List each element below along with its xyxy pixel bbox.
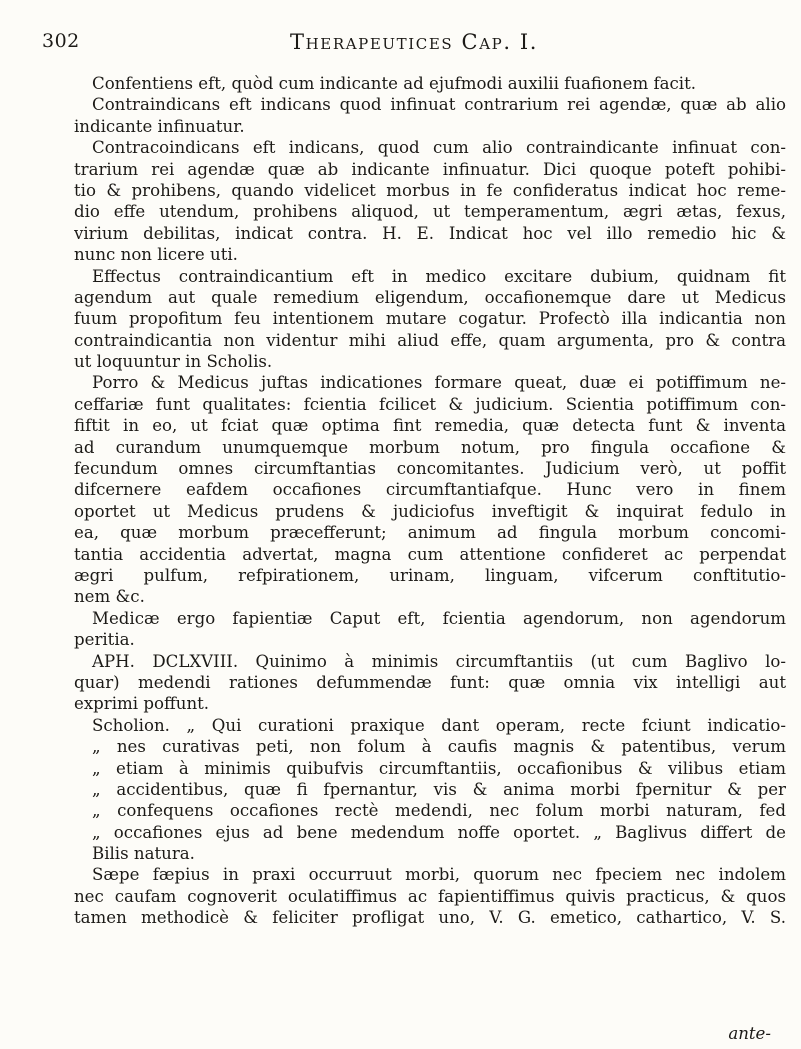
body-text [74, 73, 786, 929]
text-line: Effectus contraindicantium eft in medico excitare dubium, quidnam fit [92, 266, 786, 286]
text-line: difcernere eafdem occafiones circumftantiafque. Hunc vero in finem [74, 480, 786, 500]
text-line: ceffariæ funt qualitates: fcientia fcilicet & judicium. Scientia potiffimum con- [74, 394, 786, 414]
text-line: agendum aut quale remedium eligendum, occafionemque dare ut Medicus [74, 287, 786, 307]
text-line: quar) medendi rationes defummendæ funt: quæ omnia vix intelligi aut [74, 672, 786, 692]
text-line: ut loquuntur in Scholis. [74, 352, 273, 372]
text-line: nem &c. [74, 587, 145, 607]
text-line: oportet ut Medicus prudens & judiciofus inveftigit & inquirat fedulo in [74, 501, 786, 521]
page-number: 302 [42, 30, 80, 52]
text-line: virium debilitas, indicat contra. H. E. Indicat hoc vel illo remedio hic & [74, 223, 786, 243]
text-line: APH. DCLXVIII. Quinimo à minimis circumftantiis (ut cum Baglivo lo- [92, 651, 786, 671]
text-line: Contraindicans eft indicans quod infinuat contrarium rei agendæ, quæ ab alio [92, 95, 786, 115]
text-line: ad curandum unumquemque morbum notum, pro fingula occafione & [74, 437, 786, 457]
text-line: dio effe utendum, prohibens aliquod, ut temperamentum, ægri ætas, fexus, [74, 202, 786, 222]
text-line: fiftit in eo, ut fciat quæ optima fint remedia, quæ detecta funt & inventa [74, 416, 786, 436]
text-line: fuum propofitum feu intentionem mutare cogatur. Profectò illa indicantia non [74, 309, 786, 329]
running-title: Therapeutices Cap. I. [290, 30, 539, 54]
text-line: indicante infinuatur. [74, 116, 245, 136]
page-header [42, 30, 782, 60]
text-line: Sæpe fæpius in praxi occurruut morbi, quorum nec fpeciem nec indolem [92, 865, 786, 885]
text-line: fecundum omnes circumftantias concomitantes. Judicium verò, ut poffit [74, 459, 786, 479]
text-line: Contracoindicans eft indicans, quod cum alio contraindicante infinuat con- [92, 138, 786, 158]
text-line: Confentiens eft, quòd cum indicante ad ejufmodi auxilii fuafionem facit. [92, 74, 697, 93]
text-line: ægri pulfum, refpirationem, urinam, linguam, vifcerum conftitutio- [74, 565, 786, 585]
text-line: „ accidentibus, quæ fi fpernantur, vis & anima morbi fpernitur & per [92, 779, 786, 799]
text-line: Bilis natura. [92, 844, 195, 864]
text-line: trarium rei agendæ quæ ab indicante infinuatur. Dici quoque poteft pohibi- [74, 159, 786, 179]
text-line: „ nes curativas peti, non folum à caufis magnis & patentibus, verum [92, 737, 786, 757]
text-line: „ occafiones ejus ad bene medendum noffe oportet. „ Baglivus differt de [92, 822, 786, 842]
text-line: tantia accidentia advertat, magna cum attentione confideret ac perpendat [74, 544, 786, 564]
text-line: Porro & Medicus juftas indicationes formare queat, duæ ei potiffimum ne- [92, 373, 786, 393]
text-line: nec caufam cognoverit oculatiffimus ac fapientiffimus quivis practicus, & quos [74, 886, 786, 906]
text-line: tio & prohibens, quando videlicet morbus in fe confideratus indicat hoc reme- [74, 180, 786, 200]
text-line: „ etiam à minimis quibufvis circumftantiis, occafionibus & vilibus etiam [92, 758, 786, 778]
text-line: Medicæ ergo fapientiæ Caput eft, fcientia agendorum, non agendorum [92, 608, 786, 628]
text-line: contraindicantia non videntur mihi aliud effe, quam argumenta, pro & contra [74, 330, 786, 350]
text-line: ea, quæ morbum præcefferunt; animum ad fingula morbum concomi- [74, 523, 786, 543]
catchword: ante- [728, 1024, 771, 1043]
text-line: Scholion. „ Qui curationi praxique dant operam, recte fciunt indicatio- [92, 715, 786, 735]
text-line: tamen methodicè & feliciter profligat uno, V. G. emetico, cathartico, V. S. [74, 908, 786, 928]
text-line: peritia. [74, 630, 135, 650]
text-line: exprimi poffunt. [74, 694, 210, 714]
text-line: nunc non licere uti. [74, 245, 238, 265]
text-line: „ confequens occafiones rectè medendi, nec folum morbi naturam, fed [92, 801, 786, 821]
